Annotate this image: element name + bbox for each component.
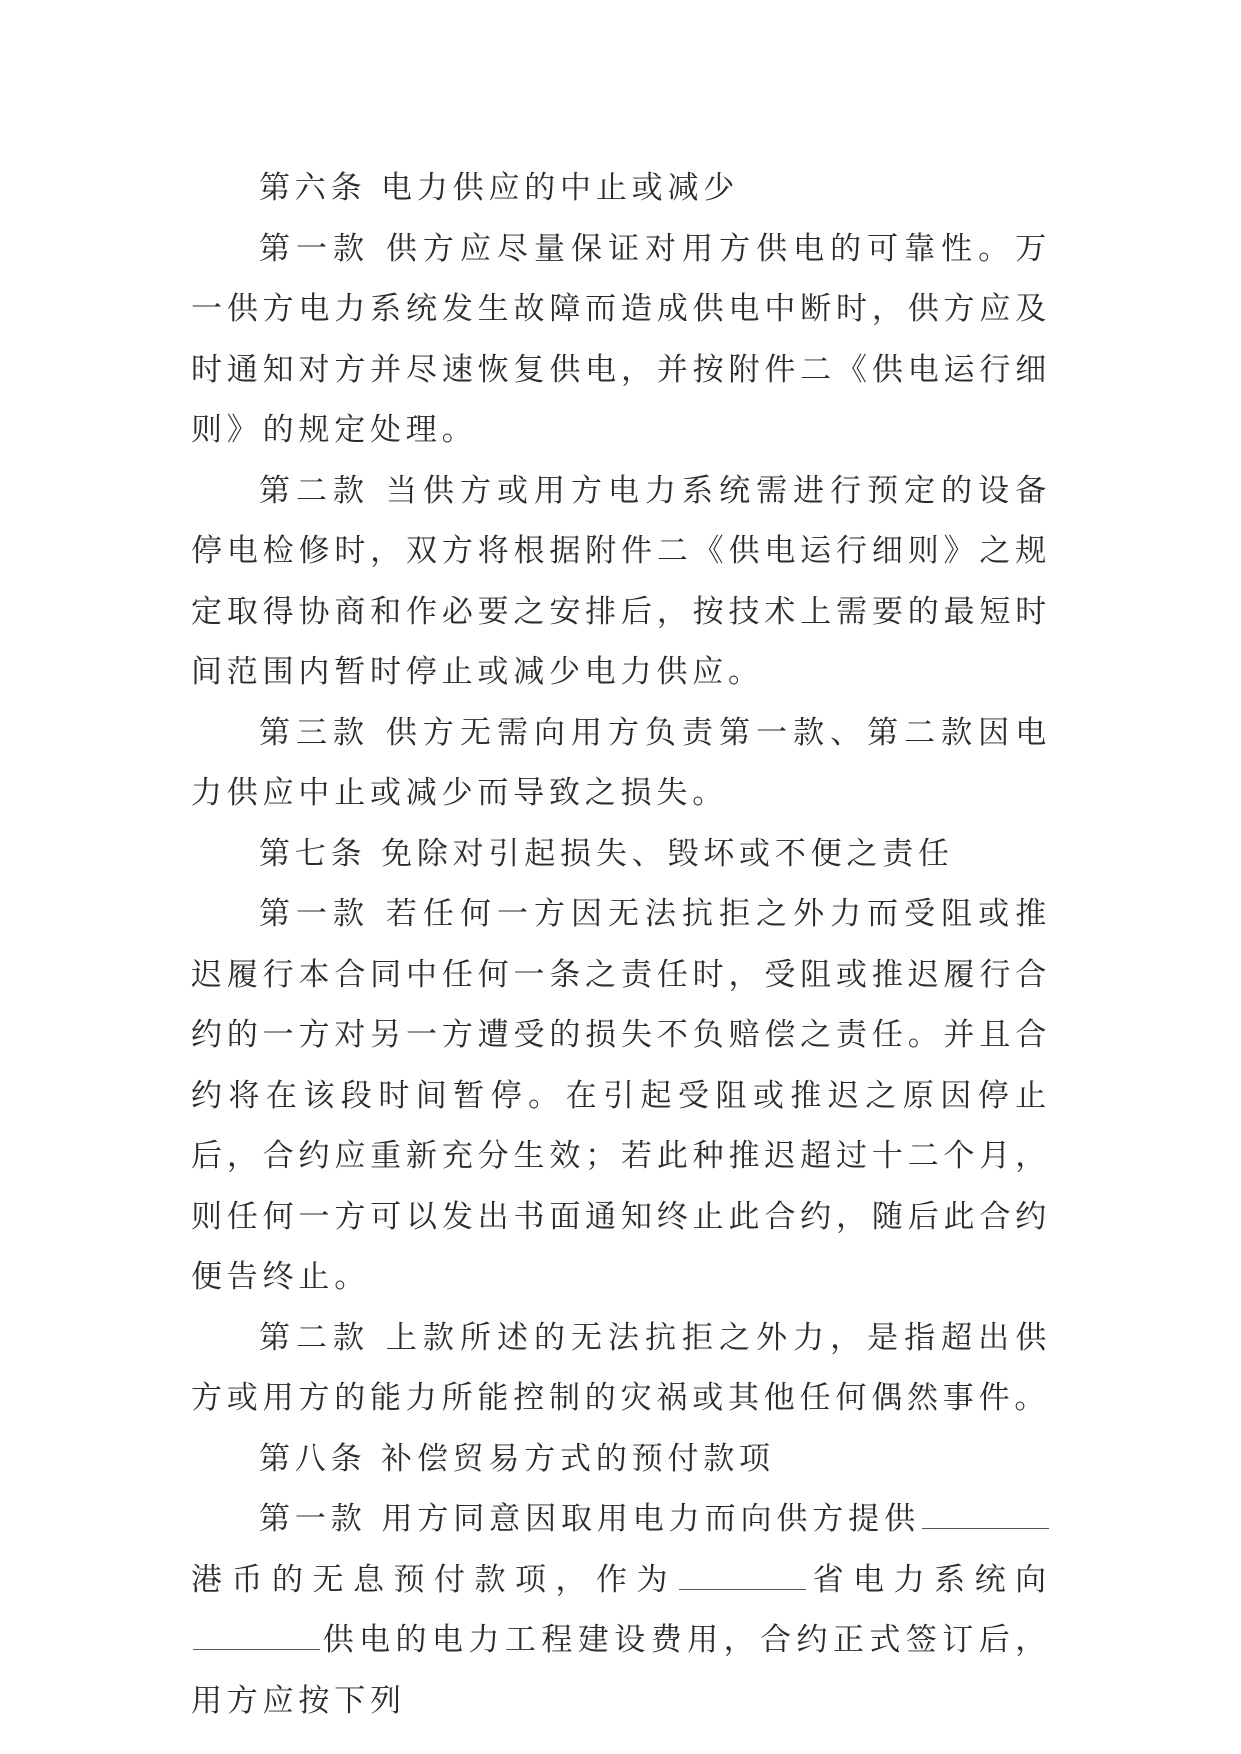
clause-text: 第一款 供方应尽量保证对用方供电的可靠性。万一供方电力系统发生故障而造成供电中断时，供方应及时通知对方并尽速恢复供电，并按附件二《供电运行细则》的规定处理。 — [191, 230, 1051, 448]
clause-text: 省电力系统向 — [807, 1561, 1051, 1598]
clause-text: 第三款 供方无需向用方负责第一款、第二款因电力供应中止或减少而导致之损失。 — [191, 714, 1051, 811]
clause-paragraph — [191, 703, 1051, 824]
article-heading: 第七条 免除对引起损失、毁坏或不便之责任 — [259, 835, 954, 872]
clause-text: 港币的无息预付款项，作为 — [191, 1561, 677, 1598]
clause-text: 第一款 若任何一方因无法抗拒之外力而受阻或推迟履行本合同中任何一条之责任时，受阻或推迟履行合约的一方对另一方遭受的损失不负赔偿之责任。并且合约将在该段时间暂停。在引起受阻或推迟之原因停止后，合约应重新充分生效；若此种推迟超过十二个月，则任何一方可以发出书面通知终止此合约，随后此合约便告终止。 — [191, 896, 1051, 1295]
clause-paragraph — [191, 884, 1051, 1308]
article-heading: 第八条 补偿贸易方式的预付款项 — [259, 1440, 775, 1477]
clause-text: 第二款 当供方或用方电力系统需进行预定的设备停电检修时，双方将根据附件二《供电运行细则》之规定取得协商和作必要之安排后，按技术上需要的最短时间范围内暂时停止或减少电力供应。 — [191, 472, 1051, 690]
article-heading: 第六条 电力供应的中止或减少 — [259, 170, 740, 206]
clause-text: 第二款 上款所述的无法抗拒之外力，是指超出供方或用方的能力所能控制的灾祸或其他任何偶然事件。 — [191, 1319, 1051, 1416]
fill-in-blank — [922, 1502, 1049, 1529]
clause-paragraph — [191, 461, 1051, 703]
clause-paragraph — [191, 1308, 1051, 1429]
fill-in-blank — [679, 1563, 806, 1590]
clause-text: 第一款 用方同意因取用电力而向供方提供 — [259, 1501, 920, 1537]
clause-text: 供电的电力工程建设费用，合约正式签订后，用方应按下列 — [191, 1622, 1051, 1719]
document-body — [191, 158, 1051, 1731]
clause-paragraph — [191, 219, 1051, 461]
fill-in-blank — [193, 1623, 320, 1650]
clause-paragraph — [191, 1489, 1051, 1731]
